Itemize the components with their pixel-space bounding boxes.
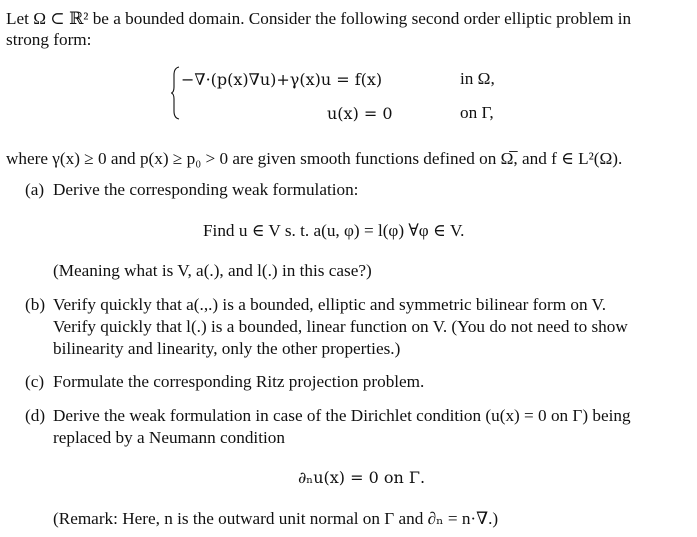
item-c-text: Formulate the corresponding Ritz projection problem.	[53, 372, 425, 391]
intro-line-1: Let Ω ⊂ ℝ² be a bounded domain. Consider the following second order elliptic problem in	[6, 9, 632, 28]
pde-domain-condition: in Ω,	[460, 69, 495, 88]
remark: (Remark: Here, n is the outward unit normal on Γ and ∂ₙ = n·∇.)	[53, 509, 499, 528]
item-c-label: (c)	[25, 372, 45, 391]
item-b-line-1: Verify quickly that a(.,.) is a bounded, elliptic and symmetric bilinear form on V.	[53, 295, 607, 314]
neumann-condition: ∂ₙu(x) = 0 on Γ.	[298, 468, 426, 487]
item-d-line-1: Derive the weak formulation in case of the Dirichlet condition (u(x) = 0 on Γ) being	[53, 406, 631, 425]
intro-line-2: strong form:	[6, 30, 92, 49]
weak-formulation: Find u ∈ V s. t. a(u, φ) = l(φ) ∀φ ∈ V.	[203, 221, 465, 240]
item-a-question: (Meaning what is V, a(.), and l(.) in this case?)	[53, 261, 372, 280]
item-b-label: (b)	[25, 295, 46, 314]
boundary-equation: u(x) = 0	[327, 104, 393, 123]
item-a-label: (a)	[25, 180, 45, 199]
item-b-line-2: Verify quickly that l(.) is a bounded, linear function on V. (You do not need to show	[53, 317, 628, 336]
item-d-label: (d)	[25, 406, 46, 425]
item-b-line-3: bilinearity and linearity, only the other properties.)	[53, 339, 401, 358]
left-brace-icon	[171, 66, 180, 120]
boundary-condition: on Γ,	[460, 103, 494, 122]
item-d-line-2: replaced by a Neumann condition	[53, 428, 285, 447]
assumptions-line: where γ(x) ≥ 0 and p(x) ≥ p₀ > 0 are given smooth functions defined on Ω̅, and f ∈ L²(Ω).	[6, 149, 623, 168]
pde-equation: −∇·(p(x)∇u)+γ(x)u = f(x)	[181, 70, 383, 89]
item-a-text: Derive the corresponding weak formulation:	[53, 180, 359, 199]
